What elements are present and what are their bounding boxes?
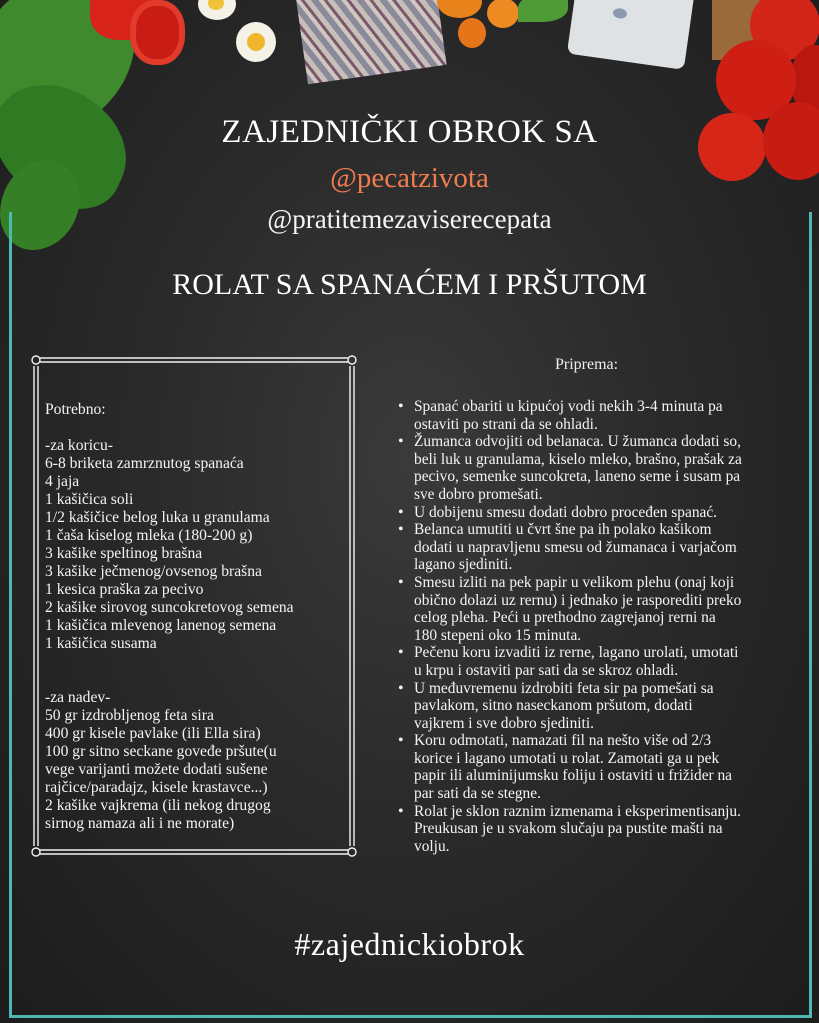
recipe-title: ROLAT SA SPANAĆEM I PRŠUTOM bbox=[172, 268, 647, 301]
preparation-step bbox=[398, 521, 808, 574]
preparation-step-line: lagano sjediniti. bbox=[414, 556, 513, 574]
page-title: ZAJEDNIČKI OBROK SA bbox=[221, 114, 598, 150]
ingredient-item: 2 kašike vajkrema (ili nekog drugog bbox=[45, 797, 271, 814]
ingredient-item: 100 gr sitno seckane goveđe pršute(u bbox=[45, 743, 277, 760]
preparation-step-line: • Belanca umutiti u čvrt šne pa ih polako kašikom bbox=[414, 521, 712, 539]
ingredient-item: 1 kesica praška za pecivo bbox=[45, 581, 204, 598]
preparation-steps bbox=[398, 398, 808, 855]
preparation-step bbox=[398, 433, 808, 503]
preparation-step-line: obično dolazi uz rernu) i jednako je rasporediti preko bbox=[414, 591, 742, 609]
preparation-step-line: • Žumanca odvojiti od belanaca. U žumanca dodati so, bbox=[414, 433, 741, 451]
preparation-step bbox=[398, 504, 808, 522]
filling-label: -za nadev- bbox=[45, 689, 111, 706]
ingredients-heading: Potrebno: bbox=[45, 401, 106, 418]
striped-napkin-decoration bbox=[293, 0, 446, 84]
ingredient-item: 50 gr izdrobljenog feta sira bbox=[45, 707, 214, 724]
ingredients-list bbox=[45, 401, 355, 833]
hashtag: #zajednickiobrok bbox=[294, 926, 525, 962]
ingredient-item: 6-8 briketa zamrznutog spanaća bbox=[45, 455, 244, 472]
preparation-step bbox=[398, 680, 808, 733]
mint-leaf-decoration bbox=[518, 0, 568, 22]
blue-cheese-decoration bbox=[567, 0, 695, 70]
boiled-egg-decoration bbox=[198, 0, 236, 20]
dried-apricot-decoration bbox=[487, 0, 519, 28]
ingredient-item: 1 kašičica susama bbox=[45, 635, 157, 652]
preparation-step-line: volju. bbox=[414, 837, 450, 855]
ingredient-item: 2 kašike sirovog suncokretovog semena bbox=[45, 599, 294, 616]
preparation-step-line: Preukusan je u svakom slučaju pa pustite mašti na bbox=[414, 820, 723, 838]
preparation-step-line: celog pleha. Peći u prethodno zagrejanoj rerni na bbox=[414, 609, 716, 627]
ingredient-item: 3 kašike ječmenog/ovsenog brašna bbox=[45, 563, 262, 580]
preparation-heading: Priprema: bbox=[555, 356, 619, 373]
preparation-step-line: pavlakom, sitno naseckanom pršutom, dodati bbox=[414, 697, 693, 715]
ingredient-item: 400 gr kisele pavlake (ili Ella sira) bbox=[45, 725, 261, 742]
preparation-step-line: korice i lagano umotati u rolat. Zamotati ga u pek bbox=[414, 749, 720, 767]
preparation-step bbox=[398, 644, 808, 679]
ingredient-item: 3 kašike speltinog brašna bbox=[45, 545, 203, 562]
preparation-step bbox=[398, 803, 808, 856]
ingredient-item: 1 kašičica soli bbox=[45, 491, 134, 508]
boiled-egg-decoration bbox=[236, 22, 276, 62]
preparation-step-line: ostaviti po strani da se ohladi. bbox=[414, 415, 598, 433]
preparation-step-line: papir ili aluminijumsku foliju i ostaviti u frižider na bbox=[414, 767, 733, 785]
ingredient-item: 1 čaša kiselog mleka (180-200 g) bbox=[45, 527, 253, 544]
ingredient-item: rajčice/paradajz, kisele krastavce...) bbox=[45, 779, 268, 796]
red-pepper-decoration bbox=[130, 0, 185, 65]
ingredient-item: 1 kašičica mlevenog lanenog semena bbox=[45, 617, 277, 634]
ingredient-item: vege varijanti možete dodati sušene bbox=[45, 761, 268, 778]
preparation-step-line: u krpu i ostaviti par sati da se skroz ohladi. bbox=[414, 661, 679, 679]
preparation-step-line: • Smesu izliti na pek papir u velikom plehu (onaj koji bbox=[414, 573, 735, 591]
instagram-handle-secondary: @pratitemezaviserecepata bbox=[267, 204, 552, 234]
crust-label: -za koricu- bbox=[45, 437, 113, 454]
preparation-step-line: • Spanać obariti u kipućoj vodi nekih 3-4 minuta pa bbox=[414, 398, 723, 415]
preparation-step-line: • Koru odmotati, namazati fil na nešto više od 2/3 bbox=[414, 732, 712, 750]
preparation-step-line: dodati u napravljenu smesu od žumanaca i varjačom bbox=[414, 538, 737, 556]
ingredient-item: 1/2 kašičice belog luka u granulama bbox=[45, 509, 270, 526]
preparation-step-line: • Pečenu koru izvaditi iz rerne, lagano urolati, umotati bbox=[414, 644, 739, 662]
preparation-step bbox=[398, 574, 808, 644]
preparation-step-line: 180 stepeni oko 15 minuta. bbox=[414, 626, 582, 644]
ingredient-item: 4 jaja bbox=[45, 473, 80, 490]
preparation-step-line: • U međuvremenu izdrobiti feta sir pa pomešati sa bbox=[414, 679, 714, 697]
preparation-step-line: pecivo, semenke suncokreta, laneno seme i susam pa bbox=[414, 468, 741, 486]
preparation-step-line: par sati da se stegne. bbox=[414, 785, 541, 803]
preparation-step bbox=[398, 732, 808, 802]
dried-apricot-decoration bbox=[437, 0, 482, 18]
preparation-step-line: • Rolat je sklon raznim izmenama i eksperimentisanju. bbox=[414, 802, 741, 820]
preparation-step-line: vajkrem i sve dobro sjediniti. bbox=[414, 714, 594, 732]
preparation-step-line: • U dobijenu smesu dodati dobro proceđen spanać. bbox=[414, 503, 718, 521]
instagram-handle-primary: @pecatzivota bbox=[330, 162, 489, 194]
dried-apricot-decoration bbox=[458, 18, 486, 48]
ingredient-item: sirnog namaza ali i ne morate) bbox=[45, 815, 235, 832]
preparation-step-line: sve dobro promešati. bbox=[414, 485, 543, 503]
preparation-step-line: beli luk u granulama, kiselo mleko, brašno, prašak za bbox=[414, 450, 742, 468]
preparation-step bbox=[398, 398, 808, 433]
